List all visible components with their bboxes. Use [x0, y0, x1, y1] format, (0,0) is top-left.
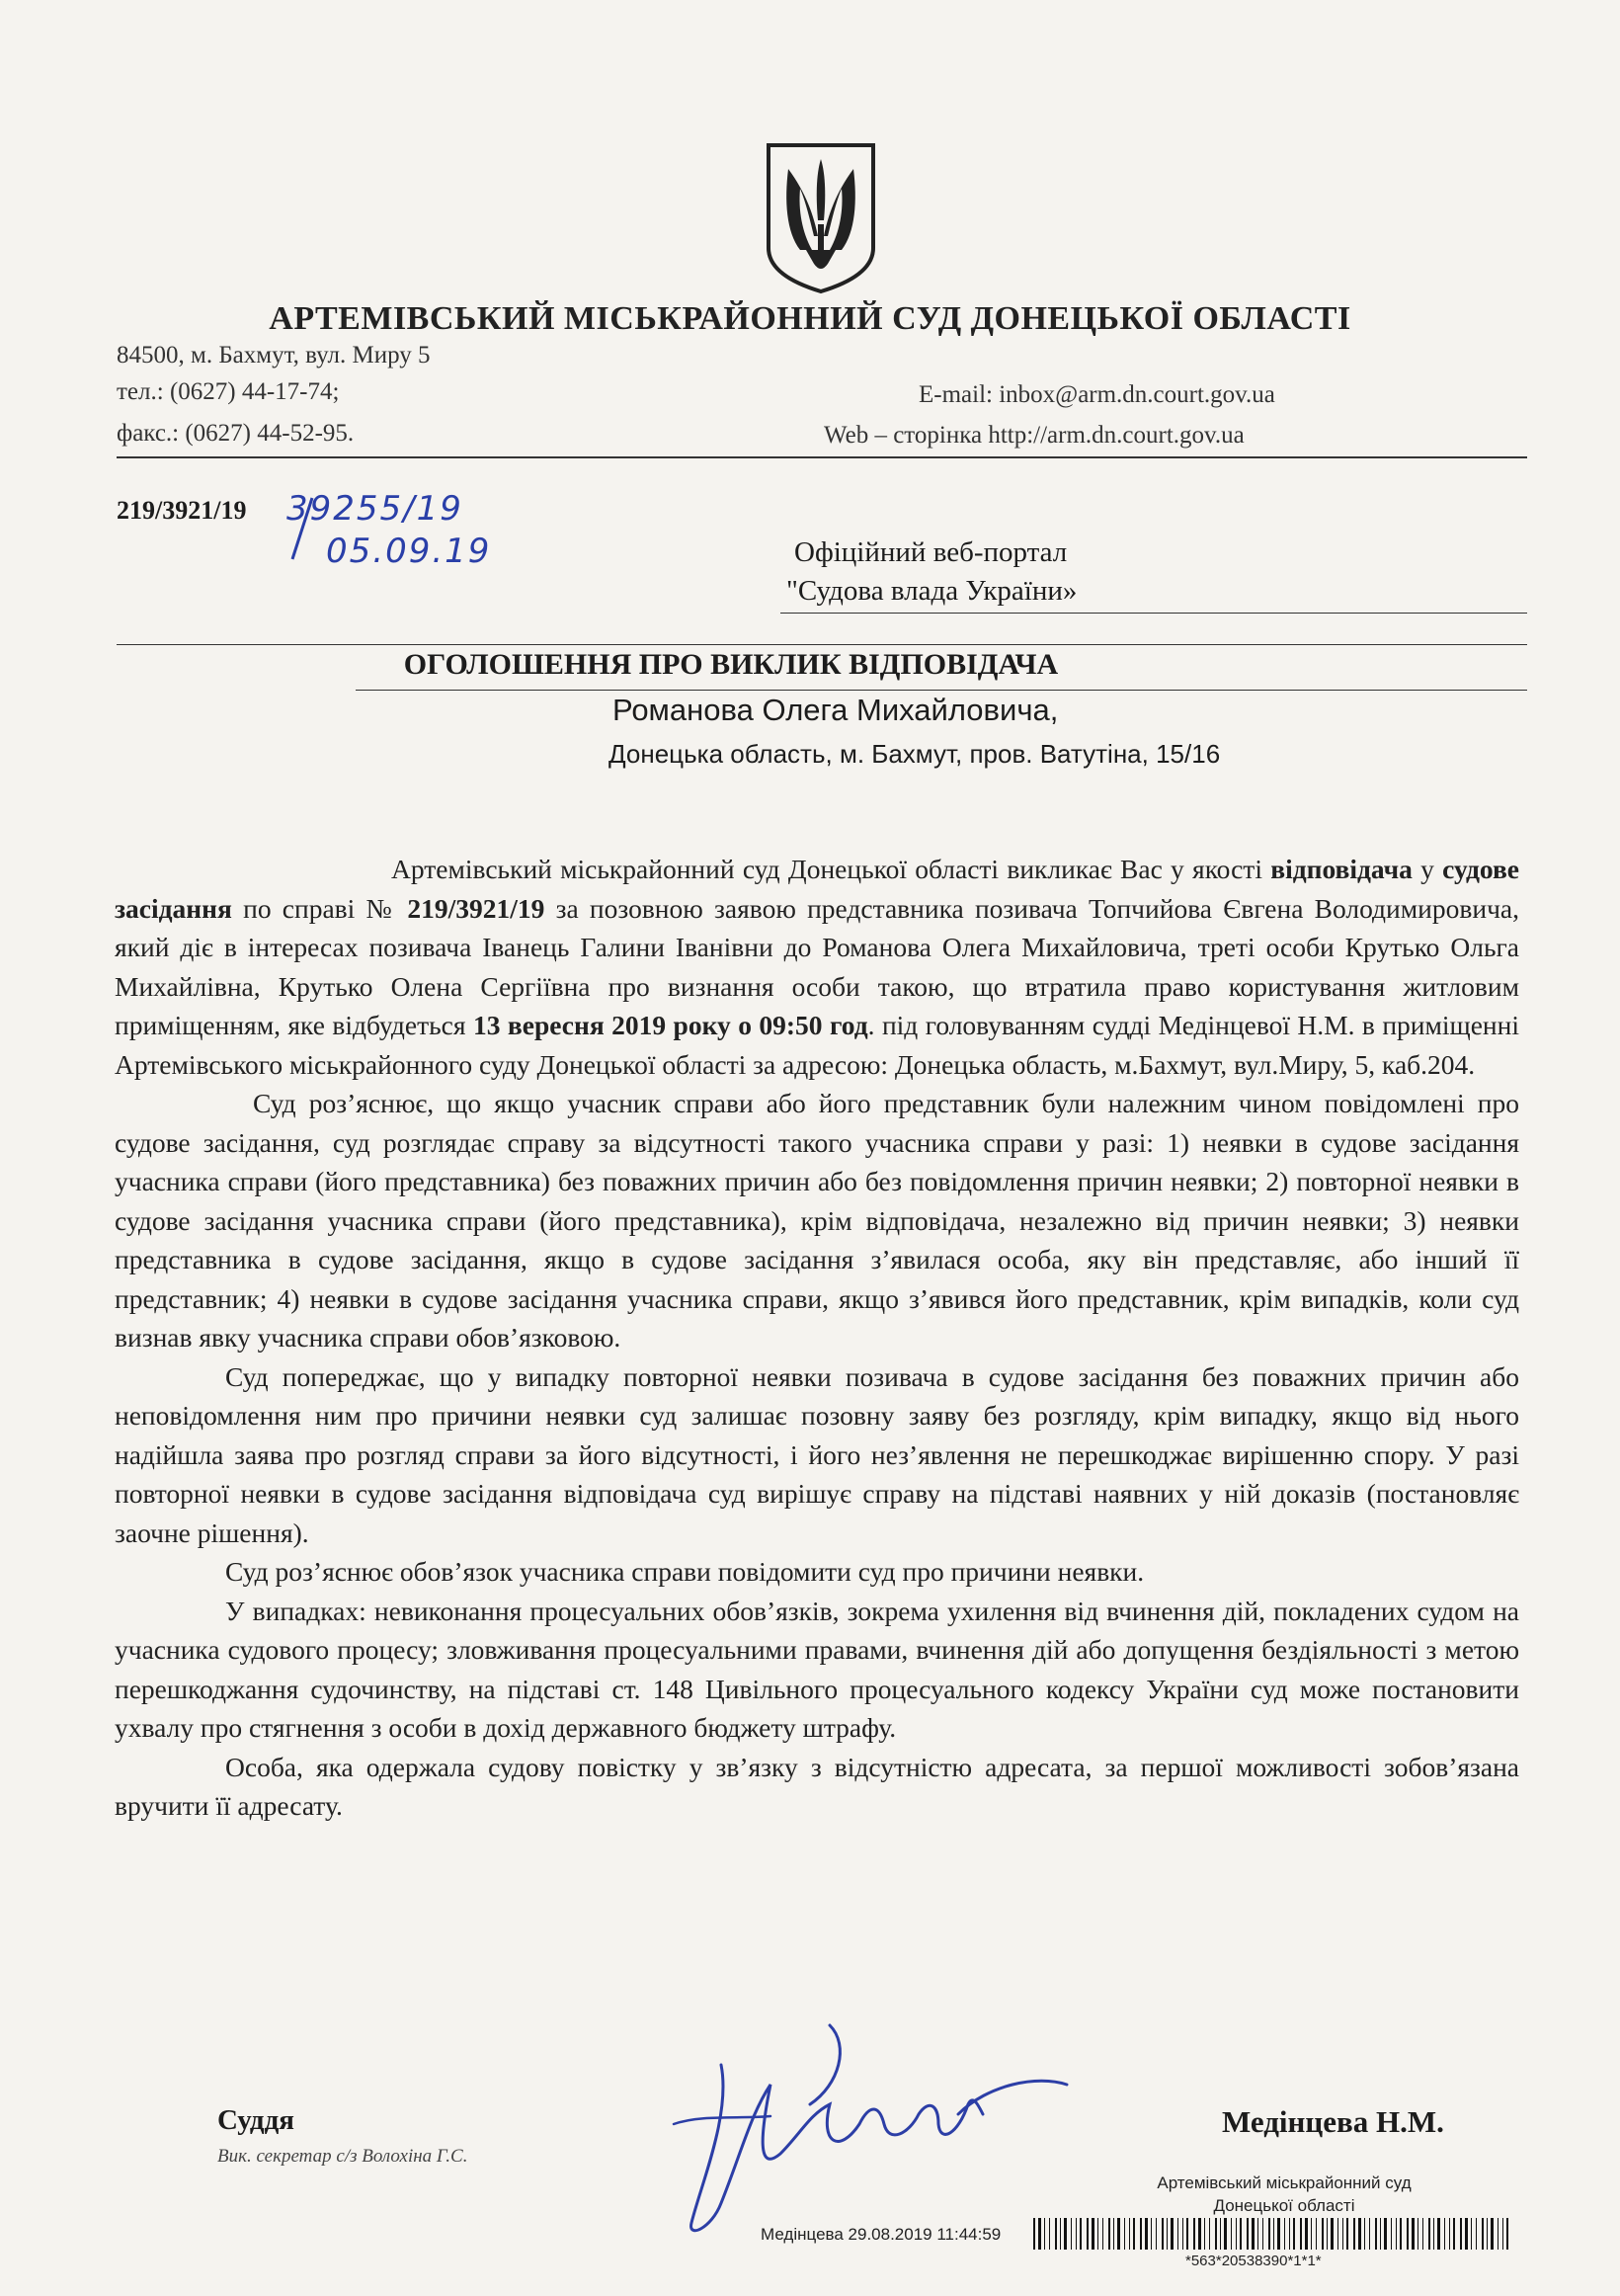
- court-email: E-mail: inbox@arm.dn.court.gov.ua: [919, 381, 1275, 408]
- paragraph-delivery: Особа, яка одержала судову повістку у зв’язку з відсутністю адресата, за першої можливості зобов’язана вручити її адресату.: [115, 1751, 1519, 1821]
- handwritten-registration-number: 39255/19: [286, 489, 463, 529]
- court-name: АРТЕМІВСЬКИЙ МІСЬКРАЙОННИЙ СУД ДОНЕЦЬКОЇ ОБЛАСТІ: [269, 300, 1351, 337]
- paragraph-summons: Артемівський міськрайонний суд Донецької області викликає Вас у якості відповідача у судове засідання по справі № 219/3921/19 за позовною заявою представника позивача Топчийова Євгена Володимировича, який діє в інтересах позивача Іванець Галини Іванівни до Романова Олега Михайловича, треті особи Крутько Ольга Михайлівна, Крутько Олена Сергіївна про визнання особи такою, що втратила право користування житловим приміщенням, яке відбудеться 13 вересня 2019 року о 09:50 год. під головуванням судді Медінцевої Н.М. в приміщенні Артемівського міськрайонного суду Донецької області за адресою: Донецька область, м.Бахмут, вул.Миру, 5, каб.204.: [115, 854, 1520, 1080]
- court-web: Web – сторінка http://arm.dn.court.gov.ua: [824, 422, 1245, 449]
- stamp-court-name: Артемівський міськрайонний суд Донецької області: [1157, 2173, 1412, 2215]
- paragraph-warning: Суд попереджає, що у випадку повторної неявки позивача в судове засідання без поважних причин або неповідомлення ним про причини неявки суд залишає позовну заяву без розгляду, крім випадку, якщо від нього надійшла заява про розгляд справи за його відсутності, і його нез’явлення не перешкоджає вирішенню спору. У разі повторної неявки в судове засідання відповідача суд вирішує справу на підставі наявних у ній доказів (постановляє заочне рішення).: [115, 1360, 1519, 1548]
- header-divider: [117, 456, 1527, 458]
- paragraph-absence-rules: Суд роз’яснює, що якщо учасник справи або його представник були належним чином повідомлені про судове засідання, суд розглядає справу за відсутності такого учасника справи у разі: 1) неявки в судове засідання учасника справи (його представника) без поважних причин або без повідомлення причин неявки; 2) повторної неявки в судове засідання учасника справи (його представника), крім відповідача, незалежно від причин неявки; 3) неявки представника в судове засідання, якщо в судове засідання з’явилася особа, яку він представляє, або інший її представник; 4) неявки в судове засідання учасника справи, якщо з’явився його представник, крім випадків, коли суд визнав явку учасника справи обов’язковою.: [115, 1088, 1519, 1353]
- stamp-signer: Медінцева 29.08.2019 11:44:59: [761, 2225, 1002, 2244]
- recipient-underline: [780, 613, 1527, 614]
- coat-of-arms-icon: [763, 141, 879, 295]
- notice-body: [115, 850, 1519, 1826]
- signature-label: Суддя: [217, 2104, 294, 2136]
- heading-top-rule: [117, 644, 1527, 645]
- recipient-line-1: Офіційний веб-портал: [794, 536, 1068, 568]
- secretary-note: Вик. секретар с/з Волохіна Г.С.: [217, 2146, 468, 2167]
- handwritten-registration-date: 05.09.19: [326, 532, 492, 571]
- court-address: 84500, м. Бахмут, вул. Миру 5: [117, 342, 431, 369]
- heading-bottom-rule: [356, 690, 1527, 691]
- barcode-text: *563*20538390*1*1*: [1185, 2253, 1322, 2269]
- paragraph-obligation: Суд роз’яснює обов’язок учасника справи повідомити суд про причини неявки.: [225, 1556, 1145, 1587]
- handwritten-slash-icon: [286, 494, 316, 563]
- addressee-name: Романова Олега Михайловича,: [612, 693, 1059, 727]
- addressee-address: Донецька область, м. Бахмут, пров. Ватутіна, 15/16: [608, 739, 1221, 769]
- notice-heading: ОГОЛОШЕННЯ ПРО ВИКЛИК ВІДПОВІДАЧА: [403, 648, 1059, 681]
- paragraph-penalty: У випадках: невиконання процесуальних обов’язків, зокрема ухилення від вчинення дій, покладених судом на учасника судового процесу; зловживання процесуальними правами, вчинення дій або допущення бездіяльності з метою перешкоджання судочинству, на підставі ст. 148 Цивільного процесуального кодексу України суд може постановити ухвалу про стягнення з особи в дохід державного бюджету штрафу.: [115, 1595, 1519, 1743]
- barcode-icon: [1033, 2218, 1517, 2250]
- recipient-line-2: "Судова влада України»: [786, 575, 1078, 607]
- judge-name: Медінцева Н.М.: [1222, 2104, 1444, 2139]
- handwritten-signature-icon: [662, 2006, 1077, 2243]
- case-reference: 219/3921/19: [117, 496, 247, 525]
- court-phone: тел.: (0627) 44-17-74;: [117, 378, 340, 405]
- court-fax: факс.: (0627) 44-52-95.: [117, 420, 355, 447]
